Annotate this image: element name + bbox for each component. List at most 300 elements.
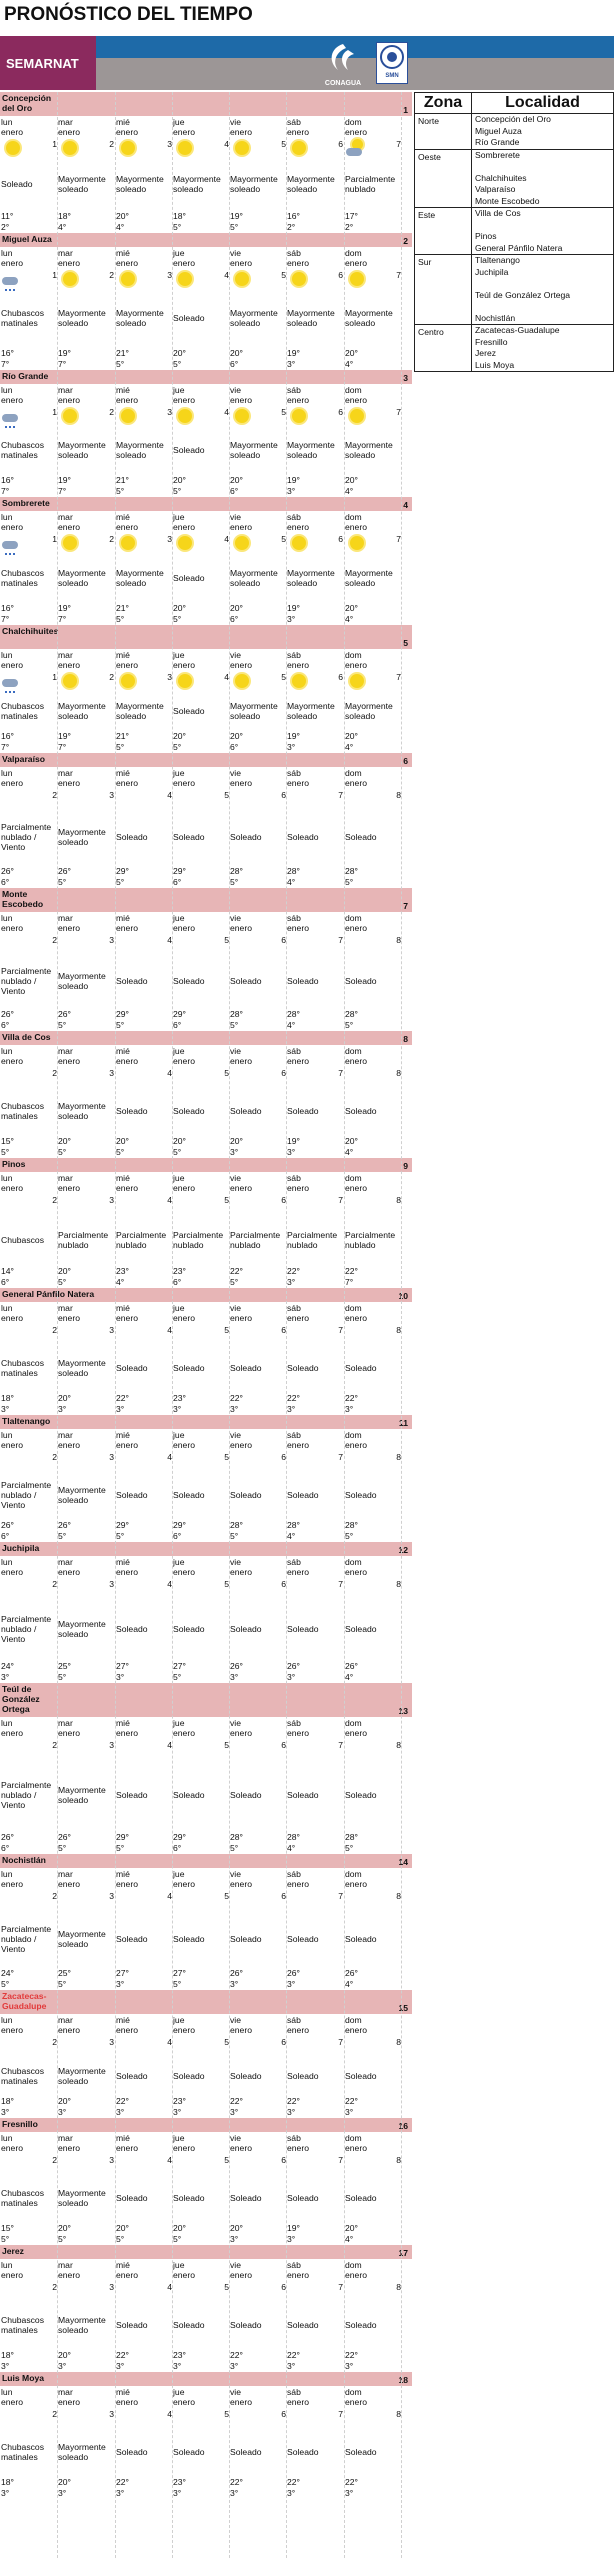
day-date: 2 bbox=[109, 139, 114, 149]
min-temp: 3° bbox=[287, 614, 296, 624]
max-temp: 20° bbox=[116, 211, 129, 221]
day-month: enero bbox=[345, 2143, 367, 2153]
forecast-description: Soleado bbox=[287, 1363, 319, 1373]
day-name: lun bbox=[1, 2387, 13, 2397]
max-temp: 28° bbox=[345, 1520, 358, 1530]
max-temp: 29° bbox=[116, 1832, 129, 1842]
min-temp: 6° bbox=[1, 1277, 10, 1287]
forecast-description: Parcialmente nublado bbox=[287, 1229, 338, 1250]
day-name: lun bbox=[1, 2260, 13, 2270]
day-date: 7 bbox=[396, 672, 401, 682]
day-name: jue bbox=[173, 512, 185, 522]
forecast-description: Parcialmente nublado bbox=[230, 1229, 281, 1250]
day-name: dom bbox=[345, 1718, 362, 1728]
forecast-description: Mayormente soleado bbox=[230, 174, 278, 194]
forecast-description: Soleado bbox=[116, 1363, 148, 1373]
location-name: Miguel Auza bbox=[2, 234, 52, 244]
day-month: enero bbox=[116, 2025, 138, 2035]
max-temp: 22° bbox=[345, 1393, 358, 1403]
forecast-description: Mayormente soleado bbox=[58, 1928, 106, 1949]
forecast-description: Soleado bbox=[345, 832, 377, 842]
day-name: dom bbox=[345, 1303, 362, 1313]
day-name: dom bbox=[345, 2260, 362, 2270]
locality-column-header: Localidad bbox=[471, 93, 613, 113]
day-month: enero bbox=[345, 1728, 367, 1738]
location-number: 1 bbox=[403, 105, 408, 115]
forecast-description: Mayormente soleado bbox=[345, 700, 393, 721]
min-temp: 5° bbox=[58, 2234, 67, 2244]
forecast-description: Chubascos matinales bbox=[1, 440, 44, 460]
day-month: enero bbox=[173, 1313, 195, 1323]
min-temp: 3° bbox=[58, 2107, 67, 2117]
smn-label: SMN bbox=[385, 73, 399, 79]
max-temp: 22° bbox=[345, 2350, 358, 2360]
sunny-icon bbox=[59, 533, 81, 553]
day-month: enero bbox=[58, 1567, 80, 1577]
location-number: 10 bbox=[398, 1291, 408, 1301]
location-number: 7 bbox=[403, 901, 408, 911]
day-date: 2 bbox=[52, 2155, 57, 2165]
day-name: vie bbox=[230, 1718, 241, 1728]
min-temp: 6° bbox=[173, 1277, 182, 1287]
sunny-icon bbox=[346, 406, 368, 426]
day-month: enero bbox=[230, 1440, 252, 1450]
day-date: 4 bbox=[167, 1325, 172, 1335]
day-name: lun bbox=[1, 1869, 13, 1879]
day-name: vie bbox=[230, 1557, 241, 1567]
day-date: 7 bbox=[338, 1068, 343, 1078]
day-date: 1 bbox=[52, 139, 57, 149]
min-temp: 3° bbox=[58, 2361, 67, 2371]
day-date: 7 bbox=[338, 1891, 343, 1901]
max-temp: 20° bbox=[230, 1136, 243, 1146]
forecast-description: Chubascos matinales bbox=[1, 2188, 44, 2208]
min-temp: 5° bbox=[345, 1531, 354, 1541]
day-date: 7 bbox=[338, 1452, 343, 1462]
forecast-description: Soleado bbox=[230, 1106, 262, 1116]
day-date: 6 bbox=[281, 1891, 286, 1901]
min-temp: 5° bbox=[116, 486, 125, 496]
forecast-description: Mayormente soleado bbox=[58, 1619, 106, 1639]
day-name: mar bbox=[58, 385, 73, 395]
day-month: enero bbox=[116, 127, 138, 137]
max-temp: 26° bbox=[1, 866, 14, 876]
day-month: enero bbox=[58, 923, 80, 933]
day-date: 2 bbox=[52, 935, 57, 945]
day-month: enero bbox=[173, 1567, 195, 1577]
sunny-icon bbox=[59, 671, 81, 691]
location-name: General Pánfilo Natera bbox=[2, 1289, 95, 1299]
min-temp: 5° bbox=[116, 1843, 125, 1853]
forecast-description: Soleado bbox=[345, 2193, 377, 2203]
sunny-icon bbox=[2, 138, 24, 158]
forecast-description: Soleado bbox=[345, 1624, 377, 1634]
day-date: 5 bbox=[224, 935, 229, 945]
sunny-icon bbox=[288, 533, 310, 553]
max-temp: 28° bbox=[287, 866, 300, 876]
partly-cloudy-icon bbox=[346, 138, 368, 158]
day-date: 7 bbox=[338, 1740, 343, 1750]
max-temp: 22° bbox=[230, 1266, 243, 1276]
location-number: 18 bbox=[398, 2375, 408, 2385]
forecast-description: Soleado bbox=[173, 1363, 205, 1373]
day-month: enero bbox=[1, 1879, 23, 1889]
max-temp: 17° bbox=[345, 211, 358, 221]
day-name: dom bbox=[345, 512, 362, 522]
zone-localities bbox=[471, 150, 613, 208]
forecast-description: Soleado bbox=[173, 313, 205, 323]
max-temp: 20° bbox=[345, 475, 358, 485]
max-temp: 22° bbox=[230, 2477, 243, 2487]
sunny-icon bbox=[117, 269, 139, 289]
min-temp: 3° bbox=[58, 1404, 67, 1414]
day-date: 6 bbox=[338, 407, 343, 417]
day-date: 7 bbox=[396, 534, 401, 544]
day-month: enero bbox=[116, 1728, 138, 1738]
day-month: enero bbox=[173, 660, 195, 670]
max-temp: 29° bbox=[173, 866, 186, 876]
day-date: 8 bbox=[396, 1195, 401, 1205]
min-temp: 3° bbox=[230, 1672, 239, 1682]
max-temp: 23° bbox=[173, 2096, 186, 2106]
day-date: 4 bbox=[224, 672, 229, 682]
day-date: 4 bbox=[167, 935, 172, 945]
day-date: 6 bbox=[281, 2409, 286, 2419]
day-date: 3 bbox=[109, 2037, 114, 2047]
max-temp: 26° bbox=[1, 1520, 14, 1530]
forecast-description: Soleado bbox=[287, 1106, 319, 1116]
day-name: vie bbox=[230, 1173, 241, 1183]
day-date: 7 bbox=[338, 790, 343, 800]
day-month: enero bbox=[173, 1056, 195, 1066]
day-month: enero bbox=[345, 2025, 367, 2035]
day-date: 4 bbox=[167, 1579, 172, 1589]
day-date: 7 bbox=[338, 1579, 343, 1589]
max-temp: 20° bbox=[116, 2223, 129, 2233]
locality-item: Río Grande bbox=[475, 137, 520, 147]
locality-item: Chalchihuites bbox=[475, 172, 527, 183]
max-temp: 19° bbox=[287, 475, 300, 485]
min-temp: 5° bbox=[173, 1147, 182, 1157]
location-name: Nochistlán bbox=[2, 1855, 46, 1865]
day-month: enero bbox=[173, 395, 195, 405]
day-month: enero bbox=[116, 1183, 138, 1193]
day-month: enero bbox=[1, 1313, 23, 1323]
day-month: enero bbox=[1, 2143, 23, 2153]
max-temp: 28° bbox=[287, 1832, 300, 1842]
min-temp: 4° bbox=[345, 2234, 354, 2244]
day-date: 1 bbox=[52, 270, 57, 280]
forecast-description: Mayormente soleado bbox=[230, 440, 278, 460]
forecast-description: Chubascos matinales bbox=[1, 700, 44, 721]
min-temp: 3° bbox=[1, 1672, 10, 1682]
day-month: enero bbox=[230, 258, 252, 268]
min-temp: 3° bbox=[1, 2361, 10, 2371]
day-date: 3 bbox=[167, 672, 172, 682]
sunny-icon bbox=[117, 671, 139, 691]
min-temp: 3° bbox=[230, 1147, 239, 1157]
day-month: enero bbox=[230, 2025, 252, 2035]
day-name: vie bbox=[230, 2133, 241, 2143]
day-name: lun bbox=[1, 248, 13, 258]
showers-icon bbox=[2, 269, 24, 289]
day-name: mié bbox=[116, 1718, 130, 1728]
day-date: 8 bbox=[396, 2037, 401, 2047]
max-temp: 22° bbox=[116, 2096, 129, 2106]
day-date: 3 bbox=[167, 270, 172, 280]
forecast-description: Mayormente soleado bbox=[345, 567, 393, 588]
max-temp: 21° bbox=[116, 731, 129, 741]
forecast-description: Mayormente soleado bbox=[58, 1358, 106, 1378]
min-temp: 6° bbox=[173, 1843, 182, 1853]
day-month: enero bbox=[230, 1567, 252, 1577]
min-temp: 3° bbox=[1, 2107, 10, 2117]
min-temp: 5° bbox=[116, 359, 125, 369]
max-temp: 25° bbox=[58, 1968, 71, 1978]
min-temp: 4° bbox=[345, 1672, 354, 1682]
location-header bbox=[0, 2118, 412, 2132]
day-date: 6 bbox=[281, 935, 286, 945]
day-month: enero bbox=[345, 923, 367, 933]
day-date: 2 bbox=[52, 1068, 57, 1078]
day-month: enero bbox=[287, 1728, 309, 1738]
day-month: enero bbox=[345, 258, 367, 268]
max-temp: 20° bbox=[173, 731, 186, 741]
day-month: enero bbox=[230, 395, 252, 405]
day-name: sáb bbox=[287, 385, 301, 395]
day-month: enero bbox=[58, 1313, 80, 1323]
day-month: enero bbox=[287, 1440, 309, 1450]
min-temp: 5° bbox=[345, 1020, 354, 1030]
location-header bbox=[0, 625, 412, 649]
max-temp: 14° bbox=[1, 1266, 14, 1276]
min-temp: 7° bbox=[1, 359, 10, 369]
max-temp: 27° bbox=[116, 1661, 129, 1671]
day-month: enero bbox=[230, 1313, 252, 1323]
day-date: 2 bbox=[109, 534, 114, 544]
day-date: 5 bbox=[224, 2409, 229, 2419]
day-date: 2 bbox=[52, 1325, 57, 1335]
min-temp: 7° bbox=[345, 1277, 354, 1287]
day-name: mié bbox=[116, 1430, 130, 1440]
max-temp: 21° bbox=[116, 475, 129, 485]
day-date: 4 bbox=[224, 407, 229, 417]
day-name: jue bbox=[173, 768, 185, 778]
day-date: 2 bbox=[52, 1195, 57, 1205]
forecast-description: Mayormente soleado bbox=[58, 1785, 106, 1805]
day-month: enero bbox=[1, 660, 23, 670]
day-month: enero bbox=[58, 2270, 80, 2280]
location-header bbox=[0, 1158, 412, 1172]
day-month: enero bbox=[230, 2143, 252, 2153]
day-date: 1 bbox=[52, 672, 57, 682]
forecast-description: Mayormente soleado bbox=[58, 2442, 106, 2462]
day-name: vie bbox=[230, 650, 241, 660]
forecast-description: Chubascos matinales bbox=[1, 1358, 44, 1378]
day-month: enero bbox=[116, 258, 138, 268]
day-date: 3 bbox=[109, 1452, 114, 1462]
day-name: sáb bbox=[287, 248, 301, 258]
locality-item: Nochistlán bbox=[475, 312, 516, 323]
max-temp: 19° bbox=[58, 475, 71, 485]
min-temp: 4° bbox=[345, 359, 354, 369]
day-month: enero bbox=[1, 2397, 23, 2407]
day-name: dom bbox=[345, 117, 362, 127]
forecast-description: Mayormente soleado bbox=[116, 440, 164, 460]
day-date: 7 bbox=[338, 2409, 343, 2419]
min-temp: 6° bbox=[1, 877, 10, 887]
min-temp: 5° bbox=[58, 1531, 67, 1541]
forecast-description: Parcialmente nublado bbox=[173, 1229, 224, 1250]
day-name: mié bbox=[116, 117, 130, 127]
day-date: 8 bbox=[396, 1740, 401, 1750]
forecast-description: Soleado bbox=[230, 2447, 262, 2457]
locality-item: Zacatecas-Guadalupe bbox=[475, 325, 560, 335]
day-date: 8 bbox=[396, 1891, 401, 1901]
max-temp: 20° bbox=[230, 731, 243, 741]
min-temp: 5° bbox=[58, 877, 67, 887]
max-temp: 20° bbox=[173, 475, 186, 485]
grid-divider bbox=[57, 92, 58, 2558]
min-temp: 6° bbox=[173, 1531, 182, 1541]
day-name: dom bbox=[345, 650, 362, 660]
day-name: vie bbox=[230, 768, 241, 778]
day-month: enero bbox=[230, 1056, 252, 1066]
day-month: enero bbox=[287, 258, 309, 268]
day-month: enero bbox=[116, 778, 138, 788]
sunny-icon bbox=[59, 269, 81, 289]
forecast-description: Soleado bbox=[173, 1790, 205, 1800]
day-date: 6 bbox=[338, 672, 343, 682]
sunny-icon bbox=[174, 533, 196, 553]
forecast-description: Mayormente soleado bbox=[116, 567, 164, 588]
max-temp: 28° bbox=[345, 1009, 358, 1019]
day-name: mié bbox=[116, 1303, 130, 1313]
max-temp: 16° bbox=[287, 211, 300, 221]
min-temp: 4° bbox=[287, 1843, 296, 1853]
day-date: 3 bbox=[109, 1068, 114, 1078]
locality-item: General Pánfilo Natera bbox=[475, 242, 563, 253]
day-month: enero bbox=[230, 1183, 252, 1193]
day-date: 4 bbox=[167, 1195, 172, 1205]
max-temp: 20° bbox=[345, 2223, 358, 2233]
day-month: enero bbox=[116, 660, 138, 670]
day-date: 7 bbox=[338, 2037, 343, 2047]
day-name: dom bbox=[345, 385, 362, 395]
max-temp: 20° bbox=[58, 2350, 71, 2360]
day-date: 5 bbox=[224, 1325, 229, 1335]
day-date: 2 bbox=[109, 672, 114, 682]
location-number: 17 bbox=[398, 2248, 408, 2258]
forecast-description: Parcialmente nublado / Viento bbox=[1, 966, 52, 996]
locality-item: Pinos bbox=[475, 231, 497, 241]
min-temp: 5° bbox=[116, 1531, 125, 1541]
day-date: 2 bbox=[52, 1579, 57, 1589]
min-temp: 4° bbox=[287, 1531, 296, 1541]
day-name: sáb bbox=[287, 2133, 301, 2143]
forecast-description: Soleado bbox=[345, 1790, 377, 1800]
sunny-icon bbox=[288, 138, 310, 158]
max-temp: 20° bbox=[58, 2096, 71, 2106]
day-name: dom bbox=[345, 2387, 362, 2397]
max-temp: 27° bbox=[173, 1968, 186, 1978]
min-temp: 3° bbox=[116, 1979, 125, 1989]
day-month: enero bbox=[1, 1440, 23, 1450]
conagua-label: CONAGUA bbox=[324, 80, 362, 87]
day-date: 3 bbox=[109, 1579, 114, 1589]
forecast-description: Soleado bbox=[345, 1490, 377, 1500]
day-month: enero bbox=[1, 1567, 23, 1577]
min-temp: 5° bbox=[230, 1531, 239, 1541]
day-month: enero bbox=[1, 923, 23, 933]
min-temp: 5° bbox=[58, 1277, 67, 1287]
max-temp: 26° bbox=[58, 1832, 71, 1842]
day-month: enero bbox=[173, 1183, 195, 1193]
forecast-description: Soleado bbox=[287, 976, 319, 986]
forecast-description: Soleado bbox=[116, 832, 148, 842]
min-temp: 5° bbox=[58, 1843, 67, 1853]
min-temp: 7° bbox=[58, 742, 67, 752]
day-date: 2 bbox=[52, 1891, 57, 1901]
day-date: 6 bbox=[338, 534, 343, 544]
day-month: enero bbox=[345, 1879, 367, 1889]
forecast-description: Soleado bbox=[116, 1624, 148, 1634]
day-date: 8 bbox=[396, 2155, 401, 2165]
day-date: 5 bbox=[281, 407, 286, 417]
max-temp: 20° bbox=[345, 348, 358, 358]
forecast-description: Parcialmente nublado / Viento bbox=[1, 822, 52, 852]
forecast-description: Soleado bbox=[173, 976, 205, 986]
day-month: enero bbox=[58, 2025, 80, 2035]
sunny-icon bbox=[231, 269, 253, 289]
forecast-description: Mayormente soleado bbox=[287, 440, 335, 460]
max-temp: 29° bbox=[173, 1009, 186, 1019]
day-name: mar bbox=[58, 2260, 73, 2270]
forecast-description: Soleado bbox=[230, 2070, 262, 2081]
zone-column-header: Zona bbox=[423, 94, 463, 111]
day-date: 8 bbox=[396, 1325, 401, 1335]
day-date: 5 bbox=[224, 1068, 229, 1078]
forecast-description: Mayormente soleado bbox=[58, 308, 106, 328]
min-temp: 6° bbox=[230, 359, 239, 369]
day-month: enero bbox=[1, 2270, 23, 2280]
day-month: enero bbox=[230, 522, 252, 532]
min-temp: 3° bbox=[230, 2107, 239, 2117]
day-date: 5 bbox=[224, 2282, 229, 2292]
max-temp: 29° bbox=[116, 1009, 129, 1019]
day-date: 4 bbox=[167, 2282, 172, 2292]
day-month: enero bbox=[116, 2397, 138, 2407]
forecast-description: Soleado bbox=[287, 1490, 319, 1500]
day-name: lun bbox=[1, 650, 13, 660]
max-temp: 20° bbox=[230, 475, 243, 485]
day-name: jue bbox=[173, 117, 185, 127]
min-temp: 5° bbox=[1, 1979, 10, 1989]
forecast-description: Mayormente soleado bbox=[345, 440, 393, 460]
location-name: Luis Moya bbox=[2, 2373, 45, 2383]
day-month: enero bbox=[116, 923, 138, 933]
locality-item: Monte Escobedo bbox=[475, 195, 540, 206]
forecast-description: Soleado bbox=[116, 1933, 148, 1944]
day-date: 5 bbox=[224, 1579, 229, 1589]
max-temp: 23° bbox=[173, 2350, 186, 2360]
day-name: jue bbox=[173, 650, 185, 660]
max-temp: 20° bbox=[345, 731, 358, 741]
day-name: vie bbox=[230, 512, 241, 522]
location-name: Monte Escobedo bbox=[2, 889, 44, 909]
max-temp: 23° bbox=[173, 1266, 186, 1276]
forecast-description: Soleado bbox=[345, 2070, 377, 2081]
